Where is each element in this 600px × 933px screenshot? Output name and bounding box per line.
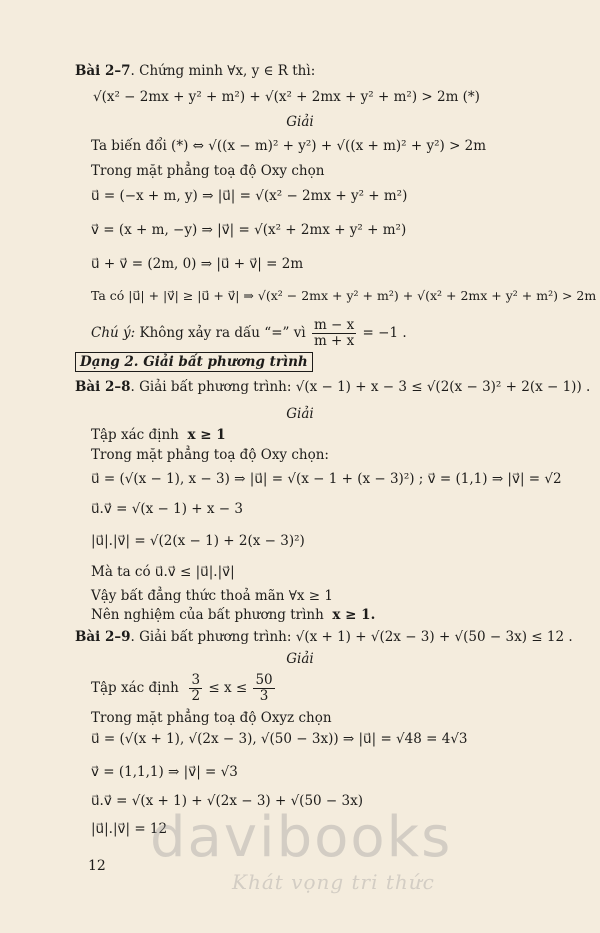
problem-2-8-line-5: Mà ta có u⃗.v⃗ ≤ |u⃗|.|v⃗| bbox=[91, 564, 235, 580]
problem-2-8-statement: . Giải bất phương trình: √(x − 1) + x − 3 ≤ √(2(x − 3)² + 2(x − 1)) . bbox=[130, 379, 591, 395]
domain-middle: ≤ x ≤ bbox=[208, 680, 248, 696]
domain-text: Tập xác định bbox=[91, 427, 179, 443]
problem-2-8-domain bbox=[91, 426, 226, 444]
problem-2-9-title bbox=[75, 628, 573, 646]
problem-2-9-line-5: |u⃗|.|v⃗| = 12 bbox=[91, 821, 168, 837]
problem-2-7-line-4: v⃗ = (x + m, −y) ⇒ |v⃗| = √(x² + 2mx + y² + m²) bbox=[91, 222, 407, 238]
problem-2-9-label: Bài 2–9 bbox=[75, 629, 131, 645]
problem-2-7-title bbox=[75, 62, 315, 80]
problem-2-7-line-6: Ta có |u⃗| + |v⃗| ≥ |u⃗ + v⃗| ⇒ √(x² − 2mx + y² + m²) + √(x² + 2mx + y² + m²) > 2m bbox=[91, 288, 597, 303]
problem-2-7-statement: . Chứng minh ∀x, y ∈ R thì: bbox=[130, 63, 316, 79]
problem-2-8-line-4: |u⃗|.|v⃗| = √(2(x − 1) + 2(x − 3)²) bbox=[91, 533, 305, 549]
domain-fraction-upper bbox=[253, 673, 274, 704]
problem-2-9-line-4: u⃗.v⃗ = √(x + 1) + √(2x − 3) + √(50 − 3x) bbox=[91, 793, 363, 809]
problem-2-9-line-1: Trong mặt phẳng toạ độ Oxyz chọn bbox=[91, 710, 332, 726]
fraction-numerator: 50 bbox=[255, 672, 273, 688]
section-heading: Dạng 2. Giải bất phương trình bbox=[75, 352, 313, 372]
problem-2-7-line-5: u⃗ + v⃗ = (2m, 0) ⇒ |u⃗ + v⃗| = 2m bbox=[91, 256, 304, 272]
problem-2-7-inequality: √(x² − 2mx + y² + m²) + √(x² + 2mx + y² + m²) > 2m (*) bbox=[93, 89, 480, 105]
problem-2-8-line-2: u⃗ = (√(x − 1), x − 3) ⇒ |u⃗| = √(x − 1 + (x − 3)²) ; v⃗ = (1,1) ⇒ |v⃗| = √2 bbox=[91, 471, 562, 487]
problem-2-8-conclusion bbox=[91, 606, 375, 624]
note-text: Không xảy ra dấu “=” vì bbox=[135, 325, 306, 341]
note-tail: = −1 . bbox=[362, 325, 407, 341]
conclusion-text: Nên nghiệm của bất phương trình bbox=[91, 607, 324, 623]
problem-2-8-line-1: Trong mặt phẳng toạ độ Oxy chọn: bbox=[91, 447, 329, 463]
note-fraction bbox=[312, 318, 356, 349]
problem-2-9-line-3: v⃗ = (1,1,1) ⇒ |v⃗| = √3 bbox=[91, 764, 238, 780]
problem-2-8-line-6: Vậy bất đẳng thức thoả mãn ∀x ≥ 1 bbox=[91, 588, 333, 604]
problem-2-7-line-1: Ta biến đổi (*) ⇔ √((x − m)² + y²) + √((x + m)² + y²) > 2m bbox=[91, 138, 487, 154]
problem-2-8-title bbox=[75, 378, 590, 396]
problem-2-8-solution-title: Giải bbox=[286, 406, 314, 422]
note-label: Chú ý: bbox=[91, 325, 136, 341]
problem-2-9-line-2: u⃗ = (√(x + 1), √(2x − 3), √(50 − 3x)) ⇒ |u⃗| = √48 = 4√3 bbox=[91, 731, 468, 747]
fraction-denominator: 3 bbox=[259, 688, 269, 704]
problem-2-7-solution-title: Giải bbox=[286, 114, 314, 130]
domain-fraction-lower bbox=[189, 673, 202, 704]
domain-text: Tập xác định bbox=[91, 680, 179, 696]
problem-2-7-line-2: Trong mặt phẳng toạ độ Oxy chọn bbox=[91, 163, 325, 179]
domain-condition: x ≥ 1 bbox=[187, 427, 226, 443]
fraction-denominator: 2 bbox=[191, 688, 201, 704]
problem-2-8-line-3: u⃗.v⃗ = √(x − 1) + x − 3 bbox=[91, 501, 243, 517]
page-number: 12 bbox=[88, 858, 106, 874]
problem-2-7-note bbox=[91, 318, 407, 349]
note-fraction-numerator: m − x bbox=[313, 317, 355, 333]
problem-2-7-line-3: u⃗ = (−x + m, y) ⇒ |u⃗| = √(x² − 2mx + y² + m²) bbox=[91, 188, 408, 204]
watermark-brand: davibooks bbox=[150, 805, 453, 870]
problem-2-8-label: Bài 2–8 bbox=[75, 379, 131, 395]
watermark-slogan: Khát vọng tri thức bbox=[232, 870, 435, 894]
problem-2-9-solution-title: Giải bbox=[286, 651, 314, 667]
problem-2-9-domain bbox=[91, 670, 277, 706]
note-fraction-denominator: m + x bbox=[313, 333, 355, 349]
problem-2-9-statement: . Giải bất phương trình: √(x + 1) + √(2x − 3) + √(50 − 3x) ≤ 12 . bbox=[130, 629, 573, 645]
fraction-numerator: 3 bbox=[191, 672, 201, 688]
conclusion-condition: x ≥ 1. bbox=[332, 607, 376, 623]
problem-2-7-label: Bài 2–7 bbox=[75, 63, 131, 79]
